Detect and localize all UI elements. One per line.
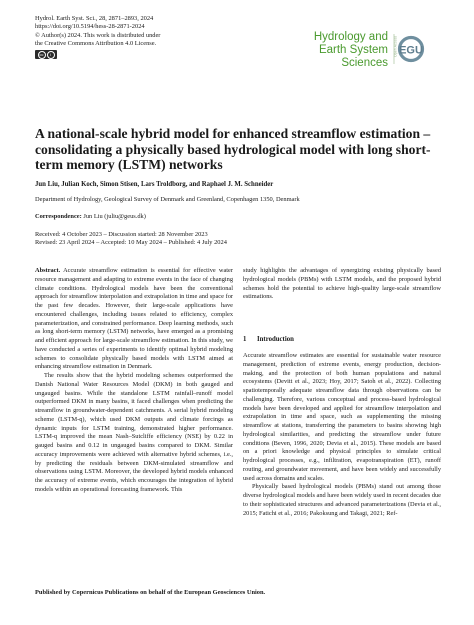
abstract-column bbox=[35, 267, 233, 495]
citation-line: © Author(s) 2024. This work is distributed under bbox=[35, 31, 161, 39]
citation-block bbox=[35, 15, 250, 48]
abstract-text: Accurate streamflow estimation is essential for effective water resource management and adapting to extreme events in the face of changing climate conditions. Hydrological models have been the conventional approach for streamflow interpolation and extrapolation in time and space for the past few decades. However, their large-scale applications have encountered challenges, including issues related to efficiency, complex parameterization, and constrained performance. Deep learning methods, such as long short-term memory (LSTM) networks, have emerged as a promising and efficient approach for large-scale streamflow estimation. In this study, we have conducted a series of experiments to identify optimal hybrid modeling schemes to consolidate physically based models with LSTM aimed at enhancing streamflow estimation in Denmark. bbox=[35, 267, 233, 371]
publisher-footer: Published by Copernicus Publications on behalf of the European Geosciences Union. bbox=[35, 589, 266, 596]
author-list: Jun Liu, Julian Koch, Simon Stisen, Lars Troldborg, and Raphael J. M. Schneider bbox=[35, 181, 274, 188]
section-heading-introduction bbox=[243, 336, 294, 343]
correspondence-email[interactable]: Jun Liu (juliu@geus.dk) bbox=[83, 213, 146, 220]
journal-name-line: Earth System bbox=[318, 44, 388, 56]
egu-logo-text: EGU bbox=[399, 44, 423, 57]
dates-line: Received: 4 October 2023 – Discussion started: 28 November 2023 bbox=[35, 231, 208, 238]
abstract-paragraph: study highlights the advantages of synergizing existing physically based hydrological models (PBMs) with LSTM models, and the proposed hybrid schemes hold the potential to achieve high-quality large-scale streamflow estimations. bbox=[243, 267, 441, 301]
journal-name bbox=[314, 31, 388, 70]
section-title: Introduction bbox=[257, 336, 294, 343]
introduction-column bbox=[243, 352, 441, 518]
article-dates bbox=[35, 231, 227, 247]
cc-icon: cc bbox=[39, 51, 44, 57]
journal-name-line: Sciences bbox=[341, 57, 388, 69]
cc-by-license-icon[interactable] bbox=[35, 50, 57, 59]
section-number: 1 bbox=[243, 336, 247, 343]
citation-line: the Creative Commons Attribution 4.0 License. bbox=[35, 39, 157, 47]
introduction-paragraph: Physically based hydrological models (PBMs) stand out among those diverse hydrological models and have been widely used in recent decades due to their sophisticated structures and advanced parameterizations (Devia et al., 2015; Fatichi et al., 2016; Pakoksung and Takagi, 2021; Ref- bbox=[243, 483, 441, 517]
introduction-paragraph: Accurate streamflow estimates are essential for sustainable water resource management, prediction of extreme events, energy production, decision-making, and the protection of both human populations and natural ecosystems (Devitt et al., 2023; Hoy, 2017; Satoh et al., 2022). Collecting spatiotemporally adequate streamflow data through observations can be challenging. Therefore, various conceptual and process-based hydrological models have been developed and applied for streamflow interpolation and extrapolation in time and space, such as supplementing the missing streamflow at stations, transferring the parameters to basins showing high hydrological similarities, and predicting the streamflow under future conditions (Beven, 1996, 2020; Devia et al., 2015). These models are based on a priori knowledge and physical principles to simulate critical hydrological processes, e.g., infiltration, evapotranspiration (ET), runoff routing, and groundwater movement, and have been widely and successfully used across domains and scales. bbox=[243, 352, 441, 482]
abstract-paragraph: The results show that the hybrid modeling schemes outperformed the Danish National Water Resources Model (DKM) in both gauged and ungauged basins. While the standalone LSTM rainfall–runoff model outperformed DKM in many basins, it faced challenges when predicting the streamflow in groundwater-dependent catchments. A serial hybrid modeling scheme (LSTM-q), which used DKM outputs and climate forcings as dynamic inputs for LSTM training, demonstrated higher performance. LSTM-q improved the mean Nash–Sutcliffe efficiency (NSE) by 0.22 in gauged basins and 0.12 in ungauged basins compared to DKM. Similar accuracy improvements were achieved with alternative hybrid schemes, i.e., by predicting the residuals between DKM-simulated streamflow and observations using LSTM. Moreover, the developed hybrid models enhanced the accuracy of extreme events, which encourages the integration of hybrid models within an operational forecasting framework. This bbox=[35, 372, 233, 493]
egu-logo-icon bbox=[392, 33, 436, 65]
abstract-continuation bbox=[243, 267, 441, 302]
journal-name-line: Hydrology and bbox=[313, 31, 388, 43]
article-title: A national-scale hybrid model for enhanced streamflow estimation – consolidating a physically based hydrological model with long short-term memory (LSTM) networks bbox=[35, 126, 431, 173]
citation-line: Hydrol. Earth Syst. Sci., 28, 2871–2893, 2024 bbox=[35, 15, 154, 22]
abstract-paragraph bbox=[35, 267, 233, 372]
by-person-icon: i bbox=[47, 51, 55, 59]
abstract-label: Abstract. bbox=[35, 267, 61, 274]
correspondence-label: Correspondence: bbox=[35, 213, 82, 220]
affiliation: Department of Hydrology, Geological Survey of Denmark and Greenland, Copenhagen 1350, Denmark bbox=[35, 196, 300, 203]
dates-line: Revised: 23 April 2024 – Accepted: 10 May 2024 – Published: 4 July 2024 bbox=[35, 239, 227, 247]
correspondence bbox=[35, 213, 146, 220]
doi-link[interactable]: https://doi.org/10.5194/hess-28-2871-2024 bbox=[35, 23, 145, 31]
open-access-label: Open Access bbox=[393, 35, 398, 57]
